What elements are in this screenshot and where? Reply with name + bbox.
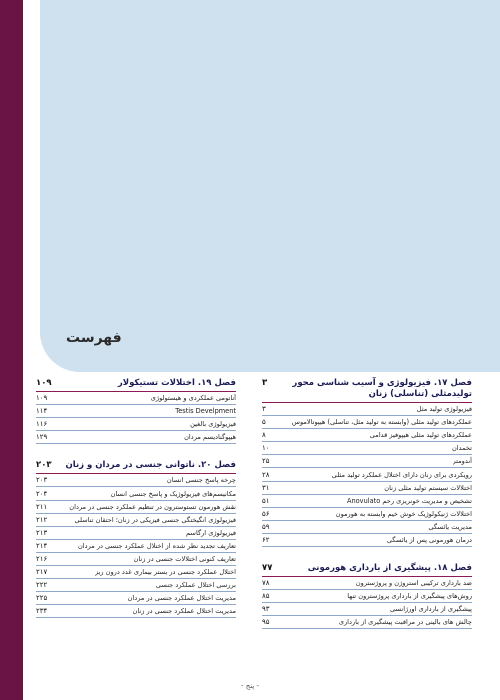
toc-entry-page: ۱۰ bbox=[262, 444, 270, 453]
toc-entry-title: اختلالات سیستم تولید مثلی زنان bbox=[384, 483, 472, 492]
toc-entry-title: نقش هورمون تستوسترون در تنظیم عملکرد جنسی در مردان bbox=[69, 502, 236, 511]
toc-entry[interactable] bbox=[36, 431, 236, 444]
toc-entry-title: اختلالات ژنیکولوژیک خوش خیم وابسته به هورمون bbox=[335, 509, 472, 518]
toc-entry-title: تعاریف کنونی اختلالات جنسی در زنان bbox=[133, 554, 236, 563]
toc-entry-title: چالش های بالینی در مراقبت پیشگیری از بارداری bbox=[338, 618, 472, 627]
chapter-title: فصل ۱۹. اختلالات تستیکولار bbox=[117, 378, 236, 388]
toc-entry-page: ۳ bbox=[262, 405, 266, 414]
chapter-page: ۱۰۹ bbox=[36, 378, 52, 388]
toc-entry-title: تشخیص و مدیریت خونریزی رحم Anovulato bbox=[346, 496, 472, 505]
chapter-heading[interactable] bbox=[36, 458, 236, 474]
chapter-page: ۷۷ bbox=[262, 563, 273, 574]
toc-entry-page: ۲۱۱ bbox=[36, 502, 48, 511]
toc-entry[interactable] bbox=[262, 508, 472, 521]
chapter-page: ۲۰۳ bbox=[36, 460, 52, 471]
toc-entry-page: ۲۱۶ bbox=[36, 554, 48, 563]
toc-entry-page: ۷۸ bbox=[262, 579, 270, 588]
toc-entry[interactable] bbox=[262, 482, 472, 495]
page-title: فهرست bbox=[66, 330, 122, 346]
toc-entry-page: ۲۱۴ bbox=[36, 541, 48, 550]
toc-entry[interactable] bbox=[36, 418, 236, 431]
toc-entry-title: عملکردهای تولید مثلی (وابسته به تولید مثل، تناسلی) هیپوتالاموس bbox=[291, 418, 472, 427]
toc-entry[interactable] bbox=[36, 501, 236, 514]
toc-entry-title: مدیریت اختلال عملکرد جنسی در مردان bbox=[127, 594, 236, 603]
toc-entry-title: آناتومی عملکردی و هیستولوژی bbox=[150, 394, 236, 403]
book-spine-band bbox=[0, 0, 23, 700]
toc-entry-title: ضد بارداری ترکیبی استروژن و پروژسترون bbox=[355, 579, 472, 588]
toc-entry-title: پیشگیری از بارداری اورژانسی bbox=[389, 605, 472, 614]
toc-entry[interactable] bbox=[36, 392, 236, 405]
toc-entry-page: ۸۵ bbox=[262, 592, 270, 601]
toc-entry[interactable] bbox=[36, 487, 236, 500]
toc-entry-page: ۳۱ bbox=[262, 483, 270, 492]
toc-entry-page: ۱۱۴ bbox=[36, 407, 48, 416]
toc-entry[interactable] bbox=[262, 403, 472, 416]
toc-entry[interactable] bbox=[262, 416, 472, 429]
toc-entry[interactable] bbox=[36, 579, 236, 592]
toc-entry-title: هیپوگنادیسم مردان bbox=[184, 433, 236, 442]
toc-entry[interactable] bbox=[36, 605, 236, 618]
toc-entry-page: ۲۲۵ bbox=[36, 594, 48, 603]
chapter-heading[interactable] bbox=[262, 376, 472, 403]
chapter-heading[interactable] bbox=[36, 376, 236, 392]
toc-entry-title: اختلال عملکرد جنسی در بستر بیماری غدد درون ریز bbox=[94, 568, 236, 577]
toc-entry[interactable] bbox=[36, 553, 236, 566]
toc-entry-page: ۲۱۲ bbox=[36, 515, 48, 524]
toc-entry-title: رویکردی برای زنان دارای اختلال عملکرد تولید مثلی bbox=[331, 470, 472, 479]
toc-entry-page: ۲۰۴ bbox=[36, 489, 48, 498]
toc-entry[interactable] bbox=[262, 521, 472, 534]
chapter-title: فصل ۲۰. ناتوانی جنسی در مردان و زنان bbox=[65, 460, 236, 471]
toc-entry-page: ۹۵ bbox=[262, 618, 270, 627]
toc-entry-page: ۲۲۲ bbox=[36, 581, 48, 590]
toc-entry[interactable] bbox=[262, 577, 472, 590]
toc-entry[interactable] bbox=[36, 527, 236, 540]
chapter-title: فصل ۱۸. پیشگیری از بارداری هورمونی bbox=[307, 563, 472, 574]
toc-entry[interactable] bbox=[36, 540, 236, 553]
toc-entry-page: ۸ bbox=[262, 431, 266, 440]
chapter-page: ۳ bbox=[262, 378, 268, 388]
toc-entry-page: ۱۰۹ bbox=[36, 394, 48, 403]
toc-entry-page: ۲۸ bbox=[262, 470, 270, 479]
toc-left-column bbox=[36, 376, 236, 618]
toc-entry[interactable] bbox=[262, 495, 472, 508]
toc-entry[interactable] bbox=[36, 592, 236, 605]
toc-entry-title: مدیریت یائسگی bbox=[428, 522, 472, 531]
toc-entry-title: مدیریت اختلال عملکرد جنسی در زنان bbox=[132, 607, 236, 616]
toc-entry[interactable] bbox=[36, 474, 236, 487]
toc-entry-title: فیزیولوژی انگیختگی جنسی فیزیکی در زنان؛ احتقان تناسلی bbox=[74, 515, 236, 524]
toc-entry-page: ۹۳ bbox=[262, 605, 270, 614]
toc-entry-page: ۵۱ bbox=[262, 496, 270, 505]
toc-entry-title: چرخه پاسخ جنسی انسان bbox=[166, 476, 236, 485]
toc-entry-page: ۶۲ bbox=[262, 535, 270, 544]
toc-entry-page: ۲۳۴ bbox=[36, 607, 48, 616]
toc-entry-title: درمان هورمونی پس از یائسگی bbox=[386, 535, 472, 544]
toc-entry-title: فیزیولوژی ارگاسم bbox=[186, 528, 236, 537]
toc-entry[interactable] bbox=[262, 534, 472, 547]
toc-entry-page: ۲۵ bbox=[262, 457, 270, 466]
toc-right-column bbox=[262, 376, 472, 629]
toc-entry-title: Testis Develpment bbox=[175, 407, 236, 416]
toc-entry-title: تخمدان bbox=[451, 444, 472, 453]
toc-entry-title: مکانیسم‌های فیزیولوژیک و پاسخ جنسی انسان bbox=[110, 489, 236, 498]
toc-entry[interactable] bbox=[36, 566, 236, 579]
toc-entry[interactable] bbox=[36, 405, 236, 418]
chapter-title: فصل ۱۷. فیزیولوژی و آسیب شناسی محور تولیدمثلی (تناسلی) زنان bbox=[292, 378, 472, 399]
toc-entry-title: روش‌های پیشگیری از بارداری پروژسترون تنها bbox=[347, 592, 472, 601]
toc-entry-title: بررسی اختلال عملکرد جنسی bbox=[155, 581, 236, 590]
chapter-heading[interactable] bbox=[262, 561, 472, 577]
toc-entry-page: ۱۱۶ bbox=[36, 420, 48, 429]
toc-entry-page: ۲۱۳ bbox=[36, 528, 48, 537]
toc-entry-page: ۱۲۹ bbox=[36, 433, 48, 442]
toc-entry-title: فیزیولوژی بالغین bbox=[190, 420, 236, 429]
toc-entry[interactable] bbox=[36, 514, 236, 527]
toc-entry-page: ۲۰۳ bbox=[36, 476, 48, 485]
toc-entry-page: ۲۱۷ bbox=[36, 568, 48, 577]
toc-entry-title: آندومتر bbox=[452, 457, 472, 466]
toc-entry-title: تعاریف تجدید نظر شده از اختلال عملکرد جنسی در مردان bbox=[77, 541, 236, 550]
toc-entry[interactable] bbox=[262, 468, 472, 481]
toc-entry[interactable] bbox=[262, 603, 472, 616]
toc-entry[interactable] bbox=[262, 429, 472, 442]
page-number-footer: - پنج - bbox=[240, 682, 260, 690]
toc-entry-page: ۵ bbox=[262, 418, 266, 427]
header-panel bbox=[40, 0, 500, 372]
toc-entry[interactable] bbox=[262, 590, 472, 603]
toc-entry-title: عملکردهای تولید مثلی هیپوفیز قدامی bbox=[369, 431, 472, 440]
toc-entry-title: فیزیولوژی تولید مثل bbox=[416, 405, 472, 414]
toc-entry-page: ۵۶ bbox=[262, 509, 270, 518]
toc-entry[interactable] bbox=[262, 442, 472, 455]
toc-entry[interactable] bbox=[262, 616, 472, 629]
toc-entry-page: ۵۹ bbox=[262, 522, 270, 531]
toc-entry[interactable] bbox=[262, 455, 472, 468]
